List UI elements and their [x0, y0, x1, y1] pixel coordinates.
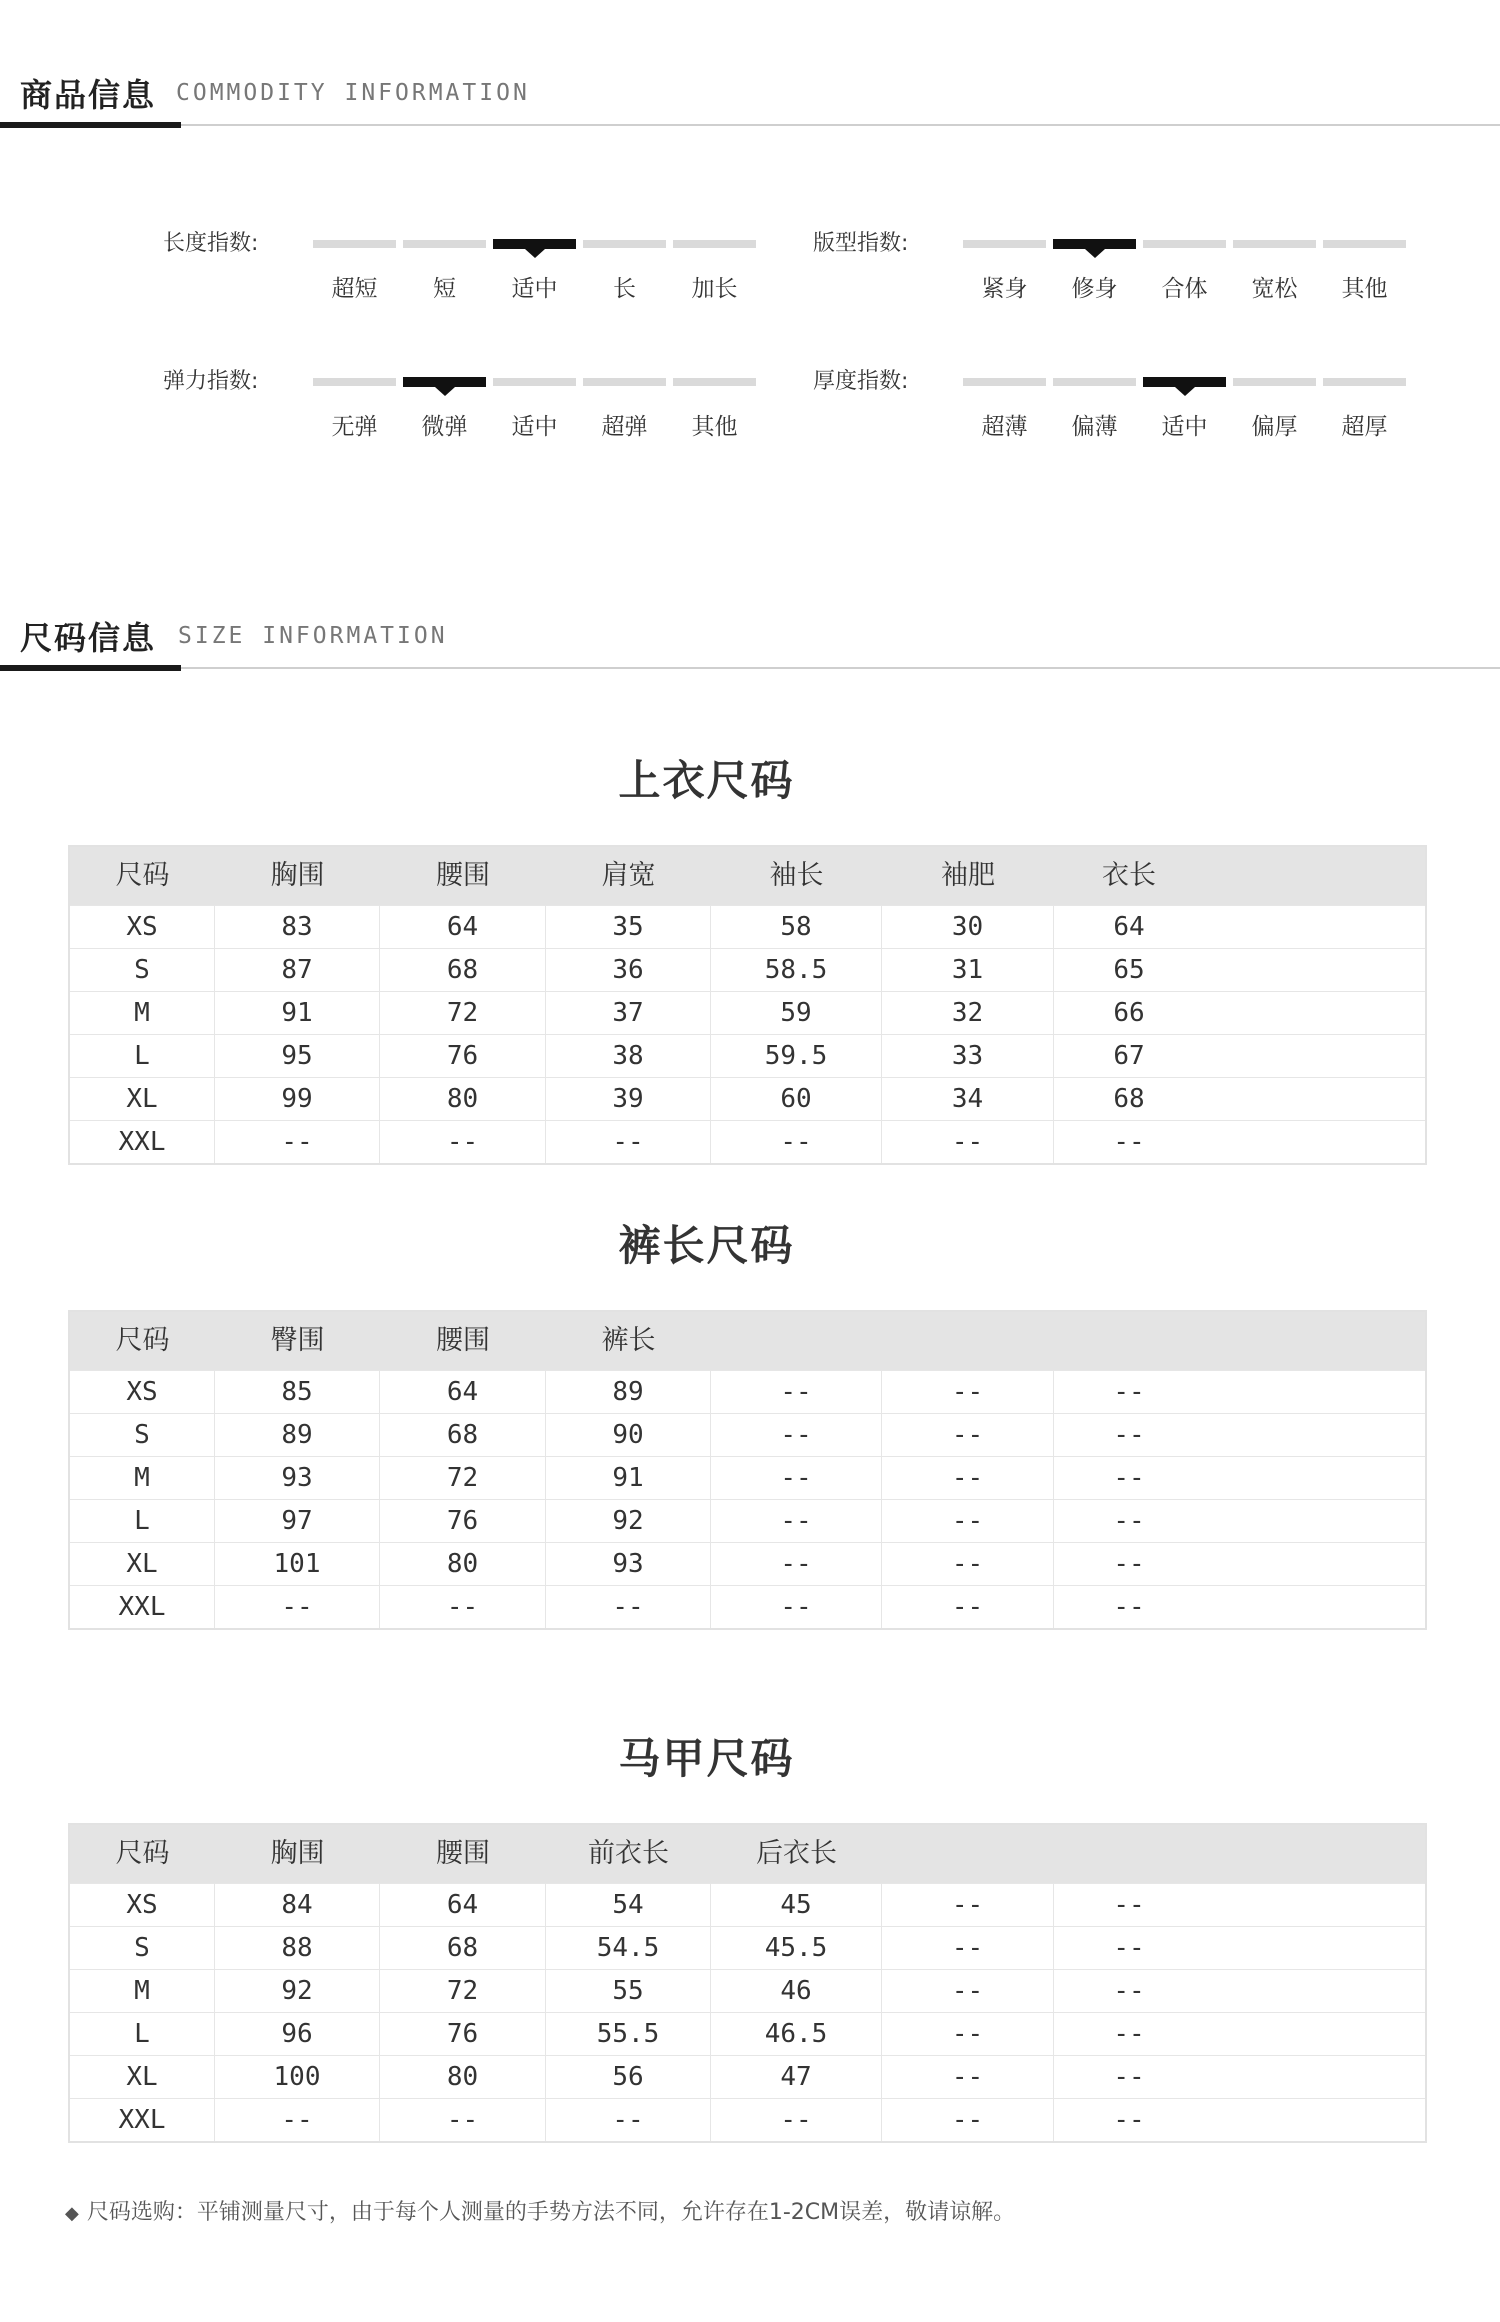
- size-label-cell: M: [70, 1457, 215, 1499]
- table-cell: 60: [711, 1078, 882, 1120]
- table-cell: 32: [882, 992, 1054, 1034]
- table-cell: --: [546, 1586, 711, 1628]
- table-cell: 101: [215, 1543, 380, 1585]
- table-row: [70, 1542, 1425, 1585]
- index-option: 长: [613, 276, 636, 302]
- table-header-cell: 袖肥: [941, 860, 995, 891]
- table-row: [70, 1413, 1425, 1456]
- fit-index: [813, 226, 1413, 316]
- index-option: 适中: [511, 276, 558, 302]
- index-bar: [673, 240, 756, 248]
- table-row: [70, 1077, 1425, 1120]
- table-cell: 76: [380, 1500, 546, 1542]
- index-option: 微弹: [421, 414, 468, 440]
- table-cell: 56: [546, 2056, 711, 2098]
- index-option: 适中: [1161, 414, 1208, 440]
- table-cell: --: [1113, 2019, 1145, 2049]
- table-cell: --: [1113, 1420, 1145, 1450]
- table-cell: --: [711, 2099, 882, 2141]
- index-bar: [1143, 240, 1226, 248]
- table-cell: 90: [546, 1414, 711, 1456]
- table-header-cell: 尺码: [115, 860, 170, 891]
- table-cell: --: [882, 1927, 1054, 1969]
- vest-size-title: 马甲尺码: [618, 1734, 795, 1783]
- table-cell: 97: [215, 1500, 380, 1542]
- index-option: 加长: [691, 276, 738, 302]
- index-label: 版型指数:: [813, 231, 909, 256]
- table-row: [70, 1456, 1425, 1499]
- table-header-cell: 后衣长: [756, 1838, 837, 1869]
- table-cell: 99: [215, 1078, 380, 1120]
- size-label-cell: XS: [70, 906, 215, 948]
- table-cell: --: [546, 1121, 711, 1163]
- table-cell: 72: [380, 992, 546, 1034]
- table-cell: --: [1113, 2105, 1145, 2135]
- table-cell: --: [1113, 1890, 1145, 1920]
- vest-size-table: [68, 1823, 1427, 2143]
- index-bar: [963, 240, 1046, 248]
- table-cell: --: [1113, 1592, 1145, 1622]
- size-label-cell: XXL: [70, 1586, 215, 1628]
- size-label-cell: S: [70, 1927, 215, 1969]
- table-cell: --: [1113, 1463, 1145, 1493]
- table-cell: 64: [1113, 912, 1145, 942]
- commodity-info-subtitle: COMMODITY INFORMATION: [176, 80, 530, 106]
- index-bar-selected: [1143, 377, 1226, 387]
- index-label: 厚度指数:: [813, 369, 909, 394]
- table-cell: 100: [215, 2056, 380, 2098]
- table-cell: --: [711, 1500, 882, 1542]
- table-cell: --: [1113, 1127, 1145, 1157]
- table-cell: --: [380, 1586, 546, 1628]
- size-label-cell: XL: [70, 2056, 215, 2098]
- index-bar: [493, 378, 576, 386]
- table-cell: 65: [1113, 955, 1145, 985]
- index-bar: [313, 378, 396, 386]
- table-cell: 72: [380, 1457, 546, 1499]
- table-cell: --: [711, 1121, 882, 1163]
- table-header-cell: 胸围: [270, 860, 325, 891]
- index-option: 宽松: [1251, 276, 1298, 302]
- table-header-cell: 前衣长: [588, 1838, 669, 1869]
- table-header-cell: 衣长: [1102, 860, 1156, 891]
- table-cell: 95: [215, 1035, 380, 1077]
- table-header-row: [70, 847, 1425, 905]
- table-cell: --: [215, 1121, 380, 1163]
- index-bar-selected: [1053, 239, 1136, 249]
- size-label-cell: M: [70, 1970, 215, 2012]
- table-row: [70, 1883, 1425, 1926]
- table-cell: 92: [215, 1970, 380, 2012]
- diamond-bullet-icon: ◆: [65, 2203, 79, 2224]
- table-cell: 76: [380, 2013, 546, 2055]
- size-label-cell: S: [70, 1414, 215, 1456]
- size-info-subtitle: SIZE INFORMATION: [178, 623, 448, 649]
- table-cell: --: [711, 1371, 882, 1413]
- index-option: 适中: [511, 414, 558, 440]
- index-option: 超薄: [981, 414, 1028, 440]
- table-cell: 33: [882, 1035, 1054, 1077]
- index-option: 其他: [1341, 276, 1388, 302]
- table-cell: 45: [711, 1884, 882, 1926]
- stretch-index: [163, 364, 763, 454]
- table-row: [70, 1926, 1425, 1969]
- table-cell: 84: [215, 1884, 380, 1926]
- index-bar: [1323, 240, 1406, 248]
- table-header-cell: 尺码: [115, 1325, 170, 1356]
- index-bar: [1233, 240, 1316, 248]
- table-cell: --: [380, 2099, 546, 2141]
- table-cell: 85: [215, 1371, 380, 1413]
- size-label-cell: M: [70, 992, 215, 1034]
- table-row: [70, 1969, 1425, 2012]
- index-bar-selected: [493, 239, 576, 249]
- table-cell: --: [1113, 1506, 1145, 1536]
- table-header-cell: 腰围: [436, 1838, 490, 1869]
- index-bar: [403, 240, 486, 248]
- table-cell: --: [1113, 1933, 1145, 1963]
- size-label-cell: S: [70, 949, 215, 991]
- table-cell: 58.5: [711, 949, 882, 991]
- table-header-cell: 尺码: [115, 1838, 170, 1869]
- table-cell: 39: [546, 1078, 711, 1120]
- table-cell: 91: [215, 992, 380, 1034]
- table-header-cell: 肩宽: [601, 860, 656, 891]
- table-cell: 68: [380, 949, 546, 991]
- table-cell: 76: [380, 1035, 546, 1077]
- table-cell: --: [882, 1543, 1054, 1585]
- table-cell: 89: [215, 1414, 380, 1456]
- table-cell: 59.5: [711, 1035, 882, 1077]
- table-cell: 91: [546, 1457, 711, 1499]
- size-label-cell: L: [70, 1035, 215, 1077]
- table-cell: 93: [546, 1543, 711, 1585]
- table-cell: 35: [546, 906, 711, 948]
- table-cell: --: [546, 2099, 711, 2141]
- index-option: 偏厚: [1251, 414, 1298, 440]
- table-cell: --: [882, 2099, 1054, 2141]
- table-header-cell: 裤长: [601, 1325, 656, 1356]
- length-index: [163, 226, 763, 316]
- table-header-row: [70, 1825, 1425, 1883]
- table-header-cell: [711, 1312, 882, 1370]
- table-header-cell: [1054, 1825, 1204, 1883]
- table-cell: 54: [546, 1884, 711, 1926]
- table-cell: 67: [1113, 1041, 1145, 1071]
- index-bar: [1053, 378, 1136, 386]
- index-label: 长度指数:: [163, 231, 259, 256]
- table-cell: 64: [380, 1884, 546, 1926]
- header-divider: [0, 667, 1500, 669]
- table-header-cell: [882, 1825, 1054, 1883]
- table-row: [70, 1370, 1425, 1413]
- size-label-cell: XL: [70, 1078, 215, 1120]
- table-cell: 54.5: [546, 1927, 711, 1969]
- thickness-index: [813, 364, 1413, 454]
- size-label-cell: XXL: [70, 1121, 215, 1163]
- index-bar: [583, 378, 666, 386]
- size-label-cell: XL: [70, 1543, 215, 1585]
- table-cell: --: [1113, 2062, 1145, 2092]
- header-divider-accent: [0, 122, 181, 128]
- table-row: [70, 905, 1425, 948]
- index-bar: [673, 378, 756, 386]
- index-bar: [313, 240, 396, 248]
- table-header-cell: [882, 1312, 1054, 1370]
- table-cell: --: [882, 1414, 1054, 1456]
- table-header-cell: 袖长: [769, 860, 824, 891]
- table-cell: 64: [380, 906, 546, 948]
- table-cell: --: [1113, 1976, 1145, 2006]
- table-cell: 38: [546, 1035, 711, 1077]
- size-info-header: [0, 605, 1500, 685]
- table-cell: 96: [215, 2013, 380, 2055]
- table-cell: --: [882, 2013, 1054, 2055]
- sizing-footnote: [65, 2195, 1015, 2226]
- table-cell: --: [882, 1970, 1054, 2012]
- table-cell: 45.5: [711, 1927, 882, 1969]
- table-cell: --: [882, 2056, 1054, 2098]
- header-divider-accent: [0, 665, 181, 671]
- table-cell: 46: [711, 1970, 882, 2012]
- index-option: 超短: [331, 276, 378, 302]
- table-cell: --: [1113, 1377, 1145, 1407]
- index-option: 超弹: [601, 414, 648, 440]
- table-row: [70, 1499, 1425, 1542]
- table-row: [70, 2055, 1425, 2098]
- table-cell: 93: [215, 1457, 380, 1499]
- index-option: 修身: [1071, 276, 1118, 302]
- table-cell: 31: [882, 949, 1054, 991]
- table-cell: 34: [882, 1078, 1054, 1120]
- index-option: 合体: [1161, 276, 1208, 302]
- table-cell: 80: [380, 1078, 546, 1120]
- table-cell: --: [380, 1121, 546, 1163]
- index-option: 其他: [691, 414, 738, 440]
- table-header-row: [70, 1312, 1425, 1370]
- table-cell: 68: [1113, 1084, 1145, 1114]
- table-cell: --: [711, 1543, 882, 1585]
- table-cell: 37: [546, 992, 711, 1034]
- table-cell: 55: [546, 1970, 711, 2012]
- table-cell: 80: [380, 1543, 546, 1585]
- table-cell: 83: [215, 906, 380, 948]
- table-cell: 68: [380, 1927, 546, 1969]
- table-header-cell: 腰围: [436, 860, 490, 891]
- table-row: [70, 948, 1425, 991]
- table-cell: 58: [711, 906, 882, 948]
- table-header-cell: 腰围: [436, 1325, 490, 1356]
- index-bar-selected: [403, 377, 486, 387]
- table-cell: 64: [380, 1371, 546, 1413]
- size-label-cell: XXL: [70, 2099, 215, 2141]
- table-row: [70, 991, 1425, 1034]
- table-row: [70, 1034, 1425, 1077]
- size-label-cell: L: [70, 1500, 215, 1542]
- table-cell: --: [882, 1457, 1054, 1499]
- table-cell: --: [711, 1586, 882, 1628]
- table-row: [70, 2098, 1425, 2141]
- size-info-title: 尺码信息: [20, 619, 157, 657]
- table-row: [70, 2012, 1425, 2055]
- table-cell: 88: [215, 1927, 380, 1969]
- table-row: [70, 1585, 1425, 1628]
- index-option: 偏薄: [1071, 414, 1118, 440]
- table-cell: 87: [215, 949, 380, 991]
- pants-size-table: [68, 1310, 1427, 1630]
- table-cell: --: [711, 1457, 882, 1499]
- table-cell: 59: [711, 992, 882, 1034]
- table-cell: --: [882, 1500, 1054, 1542]
- table-cell: 36: [546, 949, 711, 991]
- table-cell: --: [215, 1586, 380, 1628]
- table-cell: --: [215, 2099, 380, 2141]
- table-cell: 66: [1113, 998, 1145, 1028]
- table-cell: 30: [882, 906, 1054, 948]
- table-cell: 80: [380, 2056, 546, 2098]
- index-option: 超厚: [1341, 414, 1388, 440]
- header-divider: [0, 124, 1500, 126]
- index-option: 紧身: [981, 276, 1028, 302]
- index-bar: [583, 240, 666, 248]
- table-cell: --: [711, 1414, 882, 1456]
- index-bar: [963, 378, 1046, 386]
- table-cell: 89: [546, 1371, 711, 1413]
- table-header-cell: [1054, 1312, 1204, 1370]
- table-header-cell: 胸围: [270, 1838, 325, 1869]
- commodity-info-header: [0, 62, 1500, 142]
- table-cell: --: [882, 1371, 1054, 1413]
- table-header-cell: 臀围: [270, 1325, 325, 1356]
- size-label-cell: XS: [70, 1371, 215, 1413]
- index-label: 弹力指数:: [163, 369, 259, 394]
- top-size-table: [68, 845, 1427, 1165]
- table-cell: --: [882, 1121, 1054, 1163]
- table-cell: 72: [380, 1970, 546, 2012]
- table-row: [70, 1120, 1425, 1163]
- table-cell: 47: [711, 2056, 882, 2098]
- table-cell: --: [1113, 1549, 1145, 1579]
- table-cell: --: [882, 1884, 1054, 1926]
- table-cell: 92: [546, 1500, 711, 1542]
- table-cell: 68: [380, 1414, 546, 1456]
- table-cell: --: [882, 1586, 1054, 1628]
- size-label-cell: L: [70, 2013, 215, 2055]
- pants-size-title: 裤长尺码: [618, 1221, 795, 1270]
- index-option: 无弹: [331, 414, 378, 440]
- sizing-footnote-text: 尺码选购：平铺测量尺寸，由于每个人测量的手势方法不同，允许存在1-2CM误差，敬请谅解。: [86, 2200, 1016, 2225]
- index-bar: [1323, 378, 1406, 386]
- table-cell: 46.5: [711, 2013, 882, 2055]
- commodity-info-title: 商品信息: [20, 76, 157, 114]
- index-option: 短: [433, 276, 456, 302]
- table-cell: 55.5: [546, 2013, 711, 2055]
- top-size-title: 上衣尺码: [618, 756, 795, 805]
- index-bar: [1233, 378, 1316, 386]
- size-label-cell: XS: [70, 1884, 215, 1926]
